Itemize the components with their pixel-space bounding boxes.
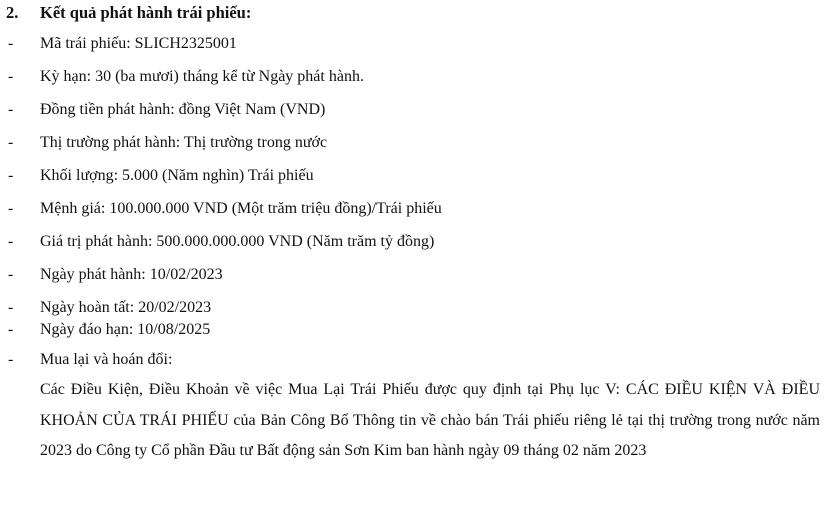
list-item-text: Ngày hoàn tất: 20/02/2023	[40, 299, 212, 316]
list-item-text: Mã trái phiếu: SLICH2325001	[40, 35, 237, 52]
list-item-text: Mua lại và hoán đổi:	[40, 351, 173, 368]
section-heading	[6, 2, 251, 24]
list-item-text: Mệnh giá: 100.000.000 VND (Một trăm triệu đồng)/Trái phiếu	[40, 200, 442, 217]
bullet-dash: -	[8, 299, 14, 316]
bullet-dash: -	[8, 134, 14, 151]
bullet-dash: -	[8, 68, 14, 85]
bullet-dash: -	[8, 200, 14, 217]
bullet-dash: -	[8, 35, 14, 52]
list-item-text: Khối lượng: 5.000 (Năm nghìn) Trái phiếu	[40, 167, 314, 184]
list-item-text: Ngày đáo hạn: 10/08/2025	[40, 321, 211, 338]
section-number: 2.	[6, 3, 19, 22]
redemption-paragraph: Các Điều Kiện, Điều Khoản về việc Mua Lại Trái Phiếu được quy định tại Phụ lục V: CÁC ĐIỀU KIỆN VÀ ĐIỀU KHOẢN CỦA TRÁI PHIẾU của Bản Công Bố Thông tin về chào bán Trái phiếu riêng lẻ tại thị trường trong nước năm 2023 do Công ty Cổ phần Đầu tư Bất động sản Sơn Kim ban hành ngày 09 tháng 02 năm 2023	[40, 381, 820, 459]
bullet-dash: -	[8, 351, 14, 368]
bullet-dash: -	[8, 167, 14, 184]
bullet-dash: -	[8, 101, 14, 118]
section-title: Kết quả phát hành trái phiếu:	[40, 3, 252, 22]
bullet-dash: -	[8, 233, 14, 250]
list-item-text: Kỳ hạn: 30 (ba mươi) tháng kể từ Ngày phát hành.	[40, 68, 364, 85]
list-item-text: Thị trường phát hành: Thị trường trong nước	[40, 134, 328, 151]
bullet-dash: -	[8, 321, 14, 338]
list-item-text: Ngày phát hành: 10/02/2023	[40, 266, 223, 283]
bullet-dash: -	[8, 266, 14, 283]
list-item-text: Giá trị phát hành: 500.000.000.000 VND (Năm trăm tỷ đồng)	[40, 233, 435, 250]
list-item-text: Đồng tiền phát hành: đồng Việt Nam (VND)	[40, 101, 326, 118]
